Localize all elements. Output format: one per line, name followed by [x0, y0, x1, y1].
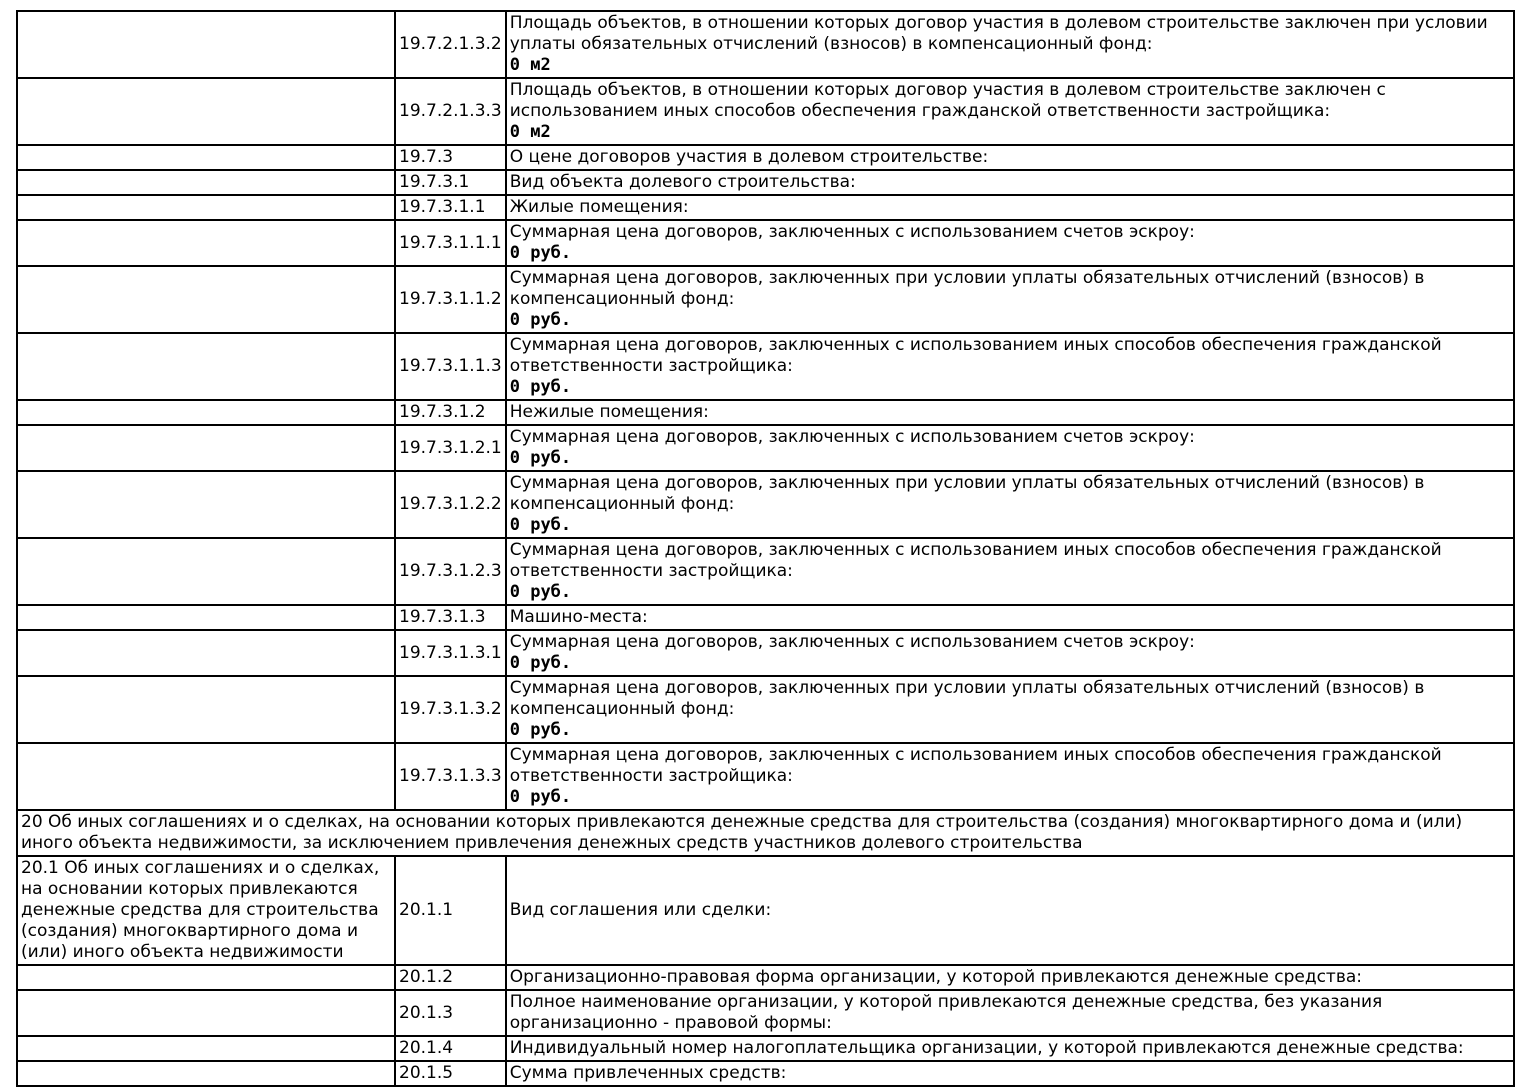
row-number: 19.7.3.1.3.3: [395, 743, 506, 810]
table-row: [17, 676, 1514, 743]
row-content-cell: [506, 605, 1514, 630]
row-content-cell: [506, 11, 1514, 78]
row-content-cell: [506, 195, 1514, 220]
category-cell: [17, 400, 395, 425]
row-label: Площадь объектов, в отношении которых договор участия в долевом строительстве заключен с использованием иных способов обеспечения гражданской ответственности застройщика:: [509, 80, 1386, 121]
row-value: 0 руб.: [509, 787, 572, 807]
row-label: Нежилые помещения:: [509, 402, 709, 422]
row-label: Суммарная цена договоров, заключенных с использованием иных способов обеспечения гражданской ответственности застройщика:: [509, 335, 1442, 376]
category-cell: 20.1 Об иных соглашениях и о сделках, на основании которых привлекаются денежные средства для строительства (создания) многоквартирного дома и (или) иного объекта недвижимости: [17, 856, 395, 965]
row-label: О цене договоров участия в долевом строительстве:: [509, 147, 989, 167]
document-page: [0, 10, 1529, 1090]
category-cell: [17, 220, 395, 266]
row-label: Сумма привлеченных средств:: [509, 1063, 787, 1083]
row-content-cell: [506, 220, 1514, 266]
table-row: [17, 1061, 1514, 1086]
table-row: [17, 11, 1514, 78]
row-content-cell: [506, 630, 1514, 676]
table-row: [17, 145, 1514, 170]
table-row: [17, 333, 1514, 400]
category-cell: [17, 743, 395, 810]
row-number: 19.7.2.1.3.3: [395, 78, 506, 145]
category-cell: [17, 630, 395, 676]
row-label: Полное наименование организации, у которой привлекаются денежные средства, без указания организационно - правовой формы:: [509, 992, 1383, 1033]
row-number: 19.7.3.1.3.2: [395, 676, 506, 743]
row-label: Суммарная цена договоров, заключенных с использованием счетов эскроу:: [509, 222, 1195, 242]
row-content-cell: [506, 333, 1514, 400]
row-number: 19.7.3.1.2.3: [395, 538, 506, 605]
row-content-cell: [506, 990, 1514, 1036]
table-row: [17, 605, 1514, 630]
row-value: 0 м2: [509, 55, 551, 75]
row-number: 20.1.3: [395, 990, 506, 1036]
row-number: 20.1.5: [395, 1061, 506, 1086]
category-cell: [17, 78, 395, 145]
table-row: [17, 743, 1514, 810]
row-number: 19.7.3.1.2: [395, 400, 506, 425]
row-content-cell: [506, 538, 1514, 605]
row-label: Суммарная цена договоров, заключенных при условии уплаты обязательных отчислений (взносов) в компенсационный фонд:: [509, 268, 1425, 309]
table-row: [17, 195, 1514, 220]
category-cell: [17, 333, 395, 400]
row-number: 19.7.3.1.1: [395, 195, 506, 220]
table-row: [17, 965, 1514, 990]
section-heading: 20 Об иных соглашениях и о сделках, на основании которых привлекаются денежные средства для строительства (создания) многоквартирного дома и (или) иного объекта недвижимости, за исключением привлечения денежных средств участников долевого строительства: [17, 810, 1514, 856]
category-cell: [17, 11, 395, 78]
row-content-cell: [506, 170, 1514, 195]
row-content-cell: [506, 676, 1514, 743]
table-row: [17, 630, 1514, 676]
row-value: 0 руб.: [509, 653, 572, 673]
row-content-cell: [506, 266, 1514, 333]
row-label: Индивидуальный номер налогоплательщика организации, у которой привлекаются денежные средства:: [509, 1038, 1464, 1058]
category-cell: [17, 965, 395, 990]
category-cell: [17, 170, 395, 195]
row-value: 0 руб.: [509, 243, 572, 263]
table-row: [17, 810, 1514, 856]
category-cell: [17, 990, 395, 1036]
table-row: [17, 856, 1514, 965]
row-content-cell: [506, 145, 1514, 170]
table-row: [17, 471, 1514, 538]
row-label: Суммарная цена договоров, заключенных с использованием иных способов обеспечения гражданской ответственности застройщика:: [509, 745, 1442, 786]
category-cell: [17, 1061, 395, 1086]
row-number: 19.7.3.1.3.1: [395, 630, 506, 676]
row-label: Суммарная цена договоров, заключенных при условии уплаты обязательных отчислений (взносов) в компенсационный фонд:: [509, 678, 1425, 719]
row-number: 20.1.4: [395, 1036, 506, 1061]
row-label: Площадь объектов, в отношении которых договор участия в долевом строительстве заключен при условии уплаты обязательных отчислений (взносов) в компенсационный фонд:: [509, 13, 1488, 54]
declaration-table: [16, 10, 1515, 1087]
table-row: [17, 170, 1514, 195]
row-label: Суммарная цена договоров, заключенных при условии уплаты обязательных отчислений (взносов) в компенсационный фонд:: [509, 473, 1425, 514]
row-content-cell: [506, 400, 1514, 425]
row-value: 0 руб.: [509, 720, 572, 740]
row-label: Вид объекта долевого строительства:: [509, 172, 856, 192]
row-label: Суммарная цена договоров, заключенных с использованием иных способов обеспечения гражданской ответственности застройщика:: [509, 540, 1442, 581]
row-content-cell: [506, 425, 1514, 471]
row-content-cell: [506, 1036, 1514, 1061]
row-value: 0 руб.: [509, 310, 572, 330]
table-row: [17, 266, 1514, 333]
category-cell: [17, 145, 395, 170]
category-cell: [17, 676, 395, 743]
category-cell: [17, 425, 395, 471]
row-number: 19.7.2.1.3.2: [395, 11, 506, 78]
row-label: Организационно-правовая форма организации, у которой привлекаются денежные средства:: [509, 967, 1363, 987]
row-value: 0 руб.: [509, 582, 572, 602]
row-label: Суммарная цена договоров, заключенных с использованием счетов эскроу:: [509, 632, 1195, 652]
row-number: 19.7.3.1.1.1: [395, 220, 506, 266]
table-row: [17, 990, 1514, 1036]
category-cell: [17, 605, 395, 630]
table-row: [17, 538, 1514, 605]
table-row: [17, 425, 1514, 471]
row-number: 20.1.1: [395, 856, 506, 965]
row-number: 20.1.2: [395, 965, 506, 990]
table-row: [17, 400, 1514, 425]
row-label: Вид соглашения или сделки:: [509, 900, 772, 920]
category-cell: [17, 1036, 395, 1061]
row-value: 0 м2: [509, 122, 551, 142]
row-number: 19.7.3: [395, 145, 506, 170]
row-number: 19.7.3.1.2.1: [395, 425, 506, 471]
row-content-cell: [506, 1061, 1514, 1086]
row-value: 0 руб.: [509, 377, 572, 397]
table-row: [17, 220, 1514, 266]
row-value: 0 руб.: [509, 448, 572, 468]
row-content-cell: [506, 471, 1514, 538]
row-label: Машино-места:: [509, 607, 648, 627]
row-number: 19.7.3.1.1.3: [395, 333, 506, 400]
table-row: [17, 1036, 1514, 1061]
category-cell: [17, 266, 395, 333]
row-value: 0 руб.: [509, 515, 572, 535]
row-number: 19.7.3.1.1.2: [395, 266, 506, 333]
row-label: Суммарная цена договоров, заключенных с использованием счетов эскроу:: [509, 427, 1195, 447]
category-cell: [17, 471, 395, 538]
row-content-cell: [506, 743, 1514, 810]
row-content-cell: [506, 78, 1514, 145]
table-row: [17, 78, 1514, 145]
category-cell: [17, 195, 395, 220]
row-content-cell: [506, 856, 1514, 965]
row-content-cell: [506, 965, 1514, 990]
row-number: 19.7.3.1: [395, 170, 506, 195]
category-cell: [17, 538, 395, 605]
row-number: 19.7.3.1.3: [395, 605, 506, 630]
row-label: Жилые помещения:: [509, 197, 689, 217]
row-number: 19.7.3.1.2.2: [395, 471, 506, 538]
